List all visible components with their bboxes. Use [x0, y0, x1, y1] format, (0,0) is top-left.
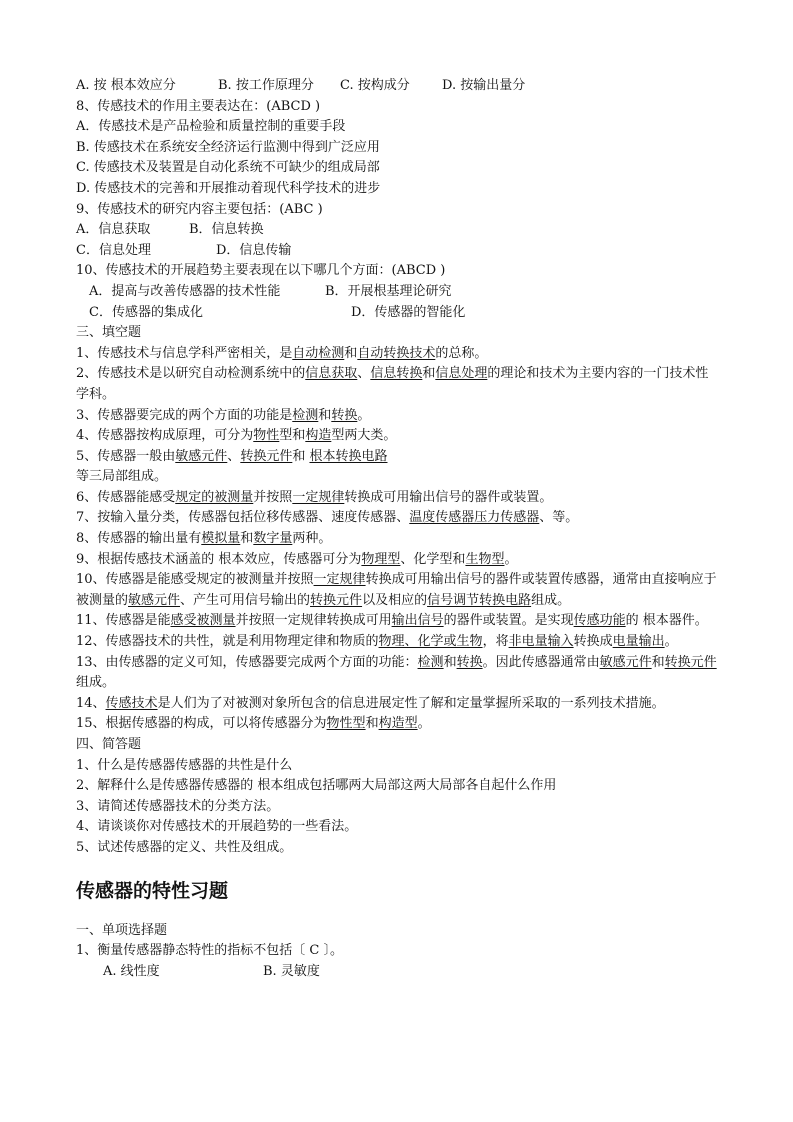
- fill-4-text: 型和: [279, 428, 306, 444]
- short-answer-1: 1、什么是传感器传感器的共性是什么: [76, 757, 293, 773]
- fill-5-text: 和: [292, 448, 310, 464]
- fill-8-text: 8、传感器的输出量有: [76, 531, 202, 547]
- q10-option-c: C．传感器的集成化: [89, 304, 203, 320]
- q9-option-b: B．信息转换: [189, 222, 264, 238]
- fill-10-text: 10、传感器是能感受规定的被测量并按照: [76, 572, 314, 588]
- fill-6: [76, 488, 721, 509]
- fill-15: [76, 714, 721, 735]
- fill-8-answer-2: 数字量: [253, 531, 293, 547]
- fill-3-text: 和: [318, 407, 332, 423]
- fill-12-answer-1: 物理、化学或生物: [378, 634, 483, 650]
- section-heading: 传感器的特性习题: [76, 879, 229, 902]
- fill-13: [76, 653, 721, 694]
- q10-option-b: B．开展根基理论研究: [325, 283, 452, 299]
- choice-1-options-row: [76, 962, 721, 983]
- fill-6-text: 6、传感器能感受: [76, 489, 176, 505]
- q8-option-d: D. 传感技术的完善和开展推动着现代科学技术的进步: [76, 180, 381, 196]
- fill-3-answer-2: 转换: [331, 407, 358, 423]
- q10-option-d: D．传感器的智能化: [351, 304, 466, 320]
- fill-7-text: 、等。: [539, 510, 579, 526]
- fill-13-text: 组成。: [76, 675, 116, 691]
- fill-10-answer-1: 一定规律: [313, 572, 366, 588]
- fill-2-answer-1: 信息获取: [305, 366, 358, 382]
- fill-10-text: 转换成可用输出信号的器件或装置传感器，通常由直接响应于被测量的: [76, 572, 717, 608]
- fill-7: [76, 508, 721, 529]
- q10-stem: 10、传感技术的开展趋势主要表现在以下哪几个方面：(ABCD ): [76, 263, 446, 279]
- fill-15-answer-1: 物性型: [326, 716, 366, 732]
- q7-option-c: C. 按构成分: [340, 78, 410, 93]
- fill-5-answer-3: 根本转换电路: [309, 448, 388, 464]
- q9-options-row-1: [76, 220, 721, 241]
- fill-1-text: 1、传感技术与信息学科严密相关，是: [76, 345, 293, 361]
- fill-13-text: 和: [443, 654, 457, 670]
- fill-9-text: 、化学型和: [400, 551, 466, 567]
- fill-12-answer-2: 非电量输入: [508, 634, 574, 650]
- short-answer-5: 5、试述传感器的定义、共性及组成。: [76, 839, 293, 855]
- fill-2-answer-3: 信息处理: [435, 366, 488, 382]
- section-single-choice-title: 一、单项选择题: [76, 922, 168, 938]
- fill-9-text: 。: [504, 551, 518, 567]
- fill-3-text: 。: [357, 407, 371, 423]
- fill-9: [76, 550, 721, 571]
- fill-8-text: 和: [240, 531, 254, 547]
- choice-1-option-b: B. 灵敏度: [263, 963, 320, 979]
- choice-1-option-a: A. 线性度: [103, 963, 160, 979]
- fill-15-text: 和: [365, 716, 379, 732]
- fill-2-text: 、: [357, 366, 371, 382]
- fill-11-answer-1: 感受被测量: [170, 613, 236, 629]
- q7-option-b: B. 按工作原理分: [218, 78, 314, 93]
- fill-12: [76, 632, 721, 653]
- fill-4-text: 4、传感器按构成原理，可分为: [76, 428, 254, 444]
- fill-2-text: 的理论和技术为主要内容的一门技术性学科。: [76, 366, 709, 402]
- fill-6-answer-2: 一定规律: [292, 489, 345, 505]
- fill-13-text: 和: [651, 654, 665, 670]
- fill-14: [76, 694, 721, 715]
- fill-11-text: 的器件或装置。是实现: [443, 613, 574, 629]
- fill-15-text: 。: [417, 716, 431, 732]
- fill-4-text: 型两大类。: [331, 428, 397, 444]
- q9-option-d: D．信息传输: [216, 242, 292, 258]
- fill-5-answer-2: 转换元件: [240, 448, 293, 464]
- fill-9-answer-1: 物理型: [361, 551, 401, 567]
- q10-options-row-2: [76, 303, 721, 324]
- fill-5-text: 、: [227, 448, 241, 464]
- fill-8-text: 两种。: [292, 531, 332, 547]
- q8-option-a: A．传感技术是产品检验和质量控制的重要手段: [76, 119, 346, 135]
- fill-1-answer-1: 自动检测: [292, 345, 345, 361]
- fill-13-text: 。因此传感器通常由: [482, 654, 600, 670]
- fill-2-text: 2、传感技术是以研究自动检测系统中的: [76, 366, 306, 382]
- fill-12-text: ，将: [482, 634, 509, 650]
- fill-11-text: 并按照一定规律转换成可用: [235, 613, 392, 629]
- fill-1-text: 的总称。: [435, 345, 488, 361]
- fill-3-text: 3、传感器要完成的两个方面的功能是: [76, 407, 293, 423]
- fill-10-text: 组成。: [531, 592, 571, 608]
- short-answer-3: 3、请简述传感器技术的分类方法。: [76, 798, 280, 814]
- fill-1: [76, 344, 721, 365]
- document-page: [76, 76, 721, 982]
- fill-6-answer-1: 规定的被测量: [175, 489, 254, 505]
- q7-option-d: D. 按输出量分: [442, 78, 526, 93]
- short-answer-2: 2、解释什么是传感器传感器的 根本组成包括哪两大局部这两大局部各自起什么作用: [76, 778, 557, 794]
- section-short-answer-title: 四、简答题: [76, 737, 142, 752]
- fill-9-answer-2: 生物型: [465, 551, 505, 567]
- fill-8: [76, 529, 721, 550]
- fill-1-text: 和: [344, 345, 358, 361]
- fill-13-answer-4: 转换元件: [664, 654, 717, 670]
- q9-stem: 9、传感技术的研究内容主要包括：(ABC ): [76, 201, 323, 217]
- q7-option-a: A. 按 根本效应分: [76, 78, 176, 93]
- fill-3-answer-1: 检测: [292, 407, 319, 423]
- fill-7-answer-1: 温度传感器压力传感器: [409, 510, 540, 526]
- fill-14-text: 是人们为了对被测对象所包含的信息进展定性了解和定量掌握所采取的一系列技术措施。: [157, 695, 665, 711]
- fill-11-text: 的 根本器件。: [625, 613, 708, 629]
- fill-10: [76, 570, 721, 611]
- fill-9-text: 9、根据传感技术涵盖的 根本效应，传感器可分为: [76, 551, 362, 567]
- fill-2-answer-2: 信息转换: [370, 366, 423, 382]
- fill-8-answer-1: 模拟量: [201, 531, 241, 547]
- q8-option-b: B. 传感技术在系统安全经济运行监测中得到广泛应用: [76, 139, 380, 155]
- fill-7-text: 7、按输入量分类，传感器包括位移传感器、速度传感器、: [76, 510, 410, 526]
- fill-12-text: 。: [664, 634, 678, 650]
- q10-options-row-1: [76, 282, 721, 303]
- fill-5-answer-1: 敏感元件: [175, 448, 228, 464]
- q7-options-row: [76, 76, 721, 97]
- q10-option-a: A．提高与改善传感器的技术性能: [89, 283, 281, 299]
- section-fill-blank-title: 三、填空题: [76, 325, 142, 341]
- q8-option-c: C. 传感技术及装置是自动化系统不可缺少的组成局部: [76, 160, 380, 176]
- fill-10-answer-3: 转换元件: [310, 592, 363, 608]
- fill-11: [76, 611, 721, 632]
- fill-2: [76, 364, 721, 405]
- fill-10-text: 以及相应的: [362, 592, 428, 608]
- fill-3: [76, 406, 721, 427]
- fill-12-answer-3: 电量输出: [612, 634, 665, 650]
- fill-13-text: 13、由传感器的定义可知，传感器要完成两个方面的功能：: [76, 654, 418, 670]
- fill-10-answer-4: 信号调节转换电路: [427, 592, 532, 608]
- fill-5-continued: 等三局部组成。: [76, 469, 168, 485]
- fill-6-text: 转换成可用输出信号的器件或装置。: [344, 489, 553, 505]
- fill-13-answer-3: 敏感元件: [599, 654, 652, 670]
- fill-5-text: 5、传感器一般由: [76, 448, 176, 464]
- fill-1-answer-2: 自动转换技术: [357, 345, 436, 361]
- q9-option-c: C．信息处理: [76, 242, 151, 258]
- fill-4-answer-1: 物性: [253, 428, 280, 444]
- fill-12-text: 转换成: [573, 634, 613, 650]
- fill-10-text: 、产生可用信号输出的: [180, 592, 311, 608]
- fill-6-text: 并按照: [253, 489, 293, 505]
- q9-options-row-2: [76, 241, 721, 262]
- fill-11-answer-3: 传感功能: [573, 613, 626, 629]
- fill-5: [76, 447, 721, 468]
- fill-4-answer-2: 构造: [305, 428, 332, 444]
- fill-10-answer-2: 敏感元件: [128, 592, 181, 608]
- q9-option-a: A．信息获取: [76, 222, 151, 238]
- fill-2-text: 和: [422, 366, 436, 382]
- fill-13-answer-2: 转换: [456, 654, 483, 670]
- fill-12-text: 12、传感器技术的共性，就是利用物理定律和物质的: [76, 634, 379, 650]
- fill-15-text: 15、根据传感器的构成，可以将传感器分为: [76, 716, 327, 732]
- fill-11-text: 11、传感器是能: [76, 613, 171, 629]
- choice-1-stem: 1、衡量传感器静态特性的指标不包括〔 C 〕。: [76, 943, 343, 959]
- short-answer-4: 4、请谈谈你对传感技术的开展趋势的一些看法。: [76, 819, 358, 835]
- fill-4: [76, 426, 721, 447]
- q8-stem: 8、传感技术的作用主要表达在：(ABCD ): [76, 98, 321, 114]
- fill-14-text: 14、: [76, 695, 106, 711]
- fill-14-answer-1: 传感技术: [105, 695, 158, 711]
- fill-11-answer-2: 输出信号: [391, 613, 444, 629]
- fill-15-answer-2: 构造型: [378, 716, 418, 732]
- fill-13-answer-1: 检测: [417, 654, 444, 670]
